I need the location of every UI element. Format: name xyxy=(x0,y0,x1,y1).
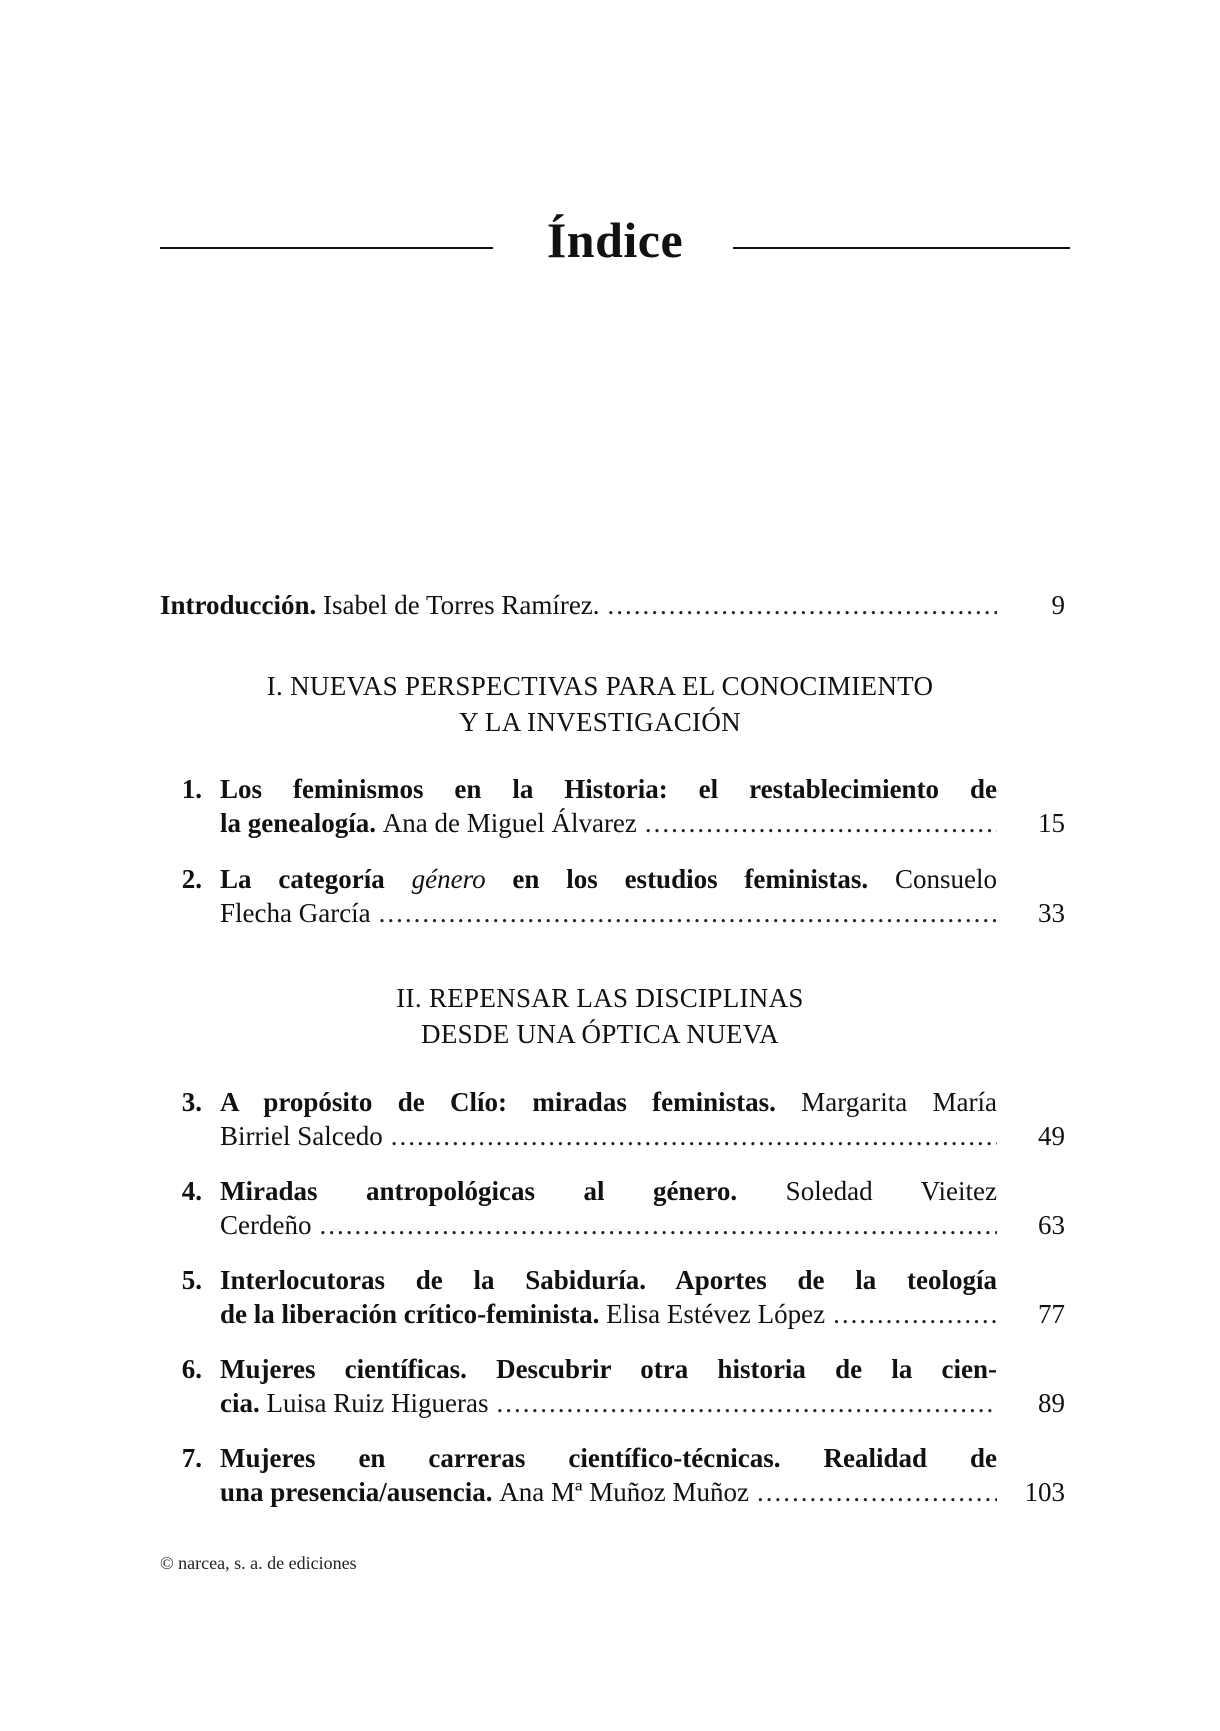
page-number: 49 xyxy=(1038,1121,1065,1151)
entry-title: cia. xyxy=(220,1388,260,1418)
section-heading-1 xyxy=(160,668,1040,740)
section-heading-line: Y LA INVESTIGACIÓN xyxy=(459,707,741,737)
title-block xyxy=(160,205,1070,275)
entry-title: Introducción. xyxy=(160,590,317,620)
entry-author: Ana Mª Muñoz Muñoz xyxy=(499,1477,749,1507)
page-number: 15 xyxy=(1038,808,1065,838)
entry-number: 3. xyxy=(181,1087,202,1117)
toc-entry-4[interactable] xyxy=(160,1174,1065,1242)
dot-leader xyxy=(645,806,997,840)
entry-author: Luisa Ruiz Higueras xyxy=(266,1388,489,1418)
dot-leader xyxy=(379,896,997,930)
page-title: Índice xyxy=(546,212,684,268)
toc-entry-introduction[interactable] xyxy=(160,588,1065,622)
dot-leader xyxy=(319,1208,997,1242)
section-heading-line: DESDE UNA ÓPTICA NUEVA xyxy=(421,1019,779,1049)
entry-author: Consuelo xyxy=(895,864,998,894)
entry-number: 2. xyxy=(181,864,202,894)
entry-title: de la liberación crítico-feminista. xyxy=(220,1299,600,1329)
entry-number: 5. xyxy=(181,1265,202,1295)
entry-number: 6. xyxy=(181,1354,202,1384)
entry-author: Elisa Estévez López xyxy=(606,1299,826,1329)
entry-author: Soledad Vieitez xyxy=(785,1176,997,1206)
section-heading-2 xyxy=(160,980,1040,1052)
entry-author: Margarita María xyxy=(801,1087,997,1117)
toc-entry-7[interactable] xyxy=(160,1441,1065,1509)
page-number: 9 xyxy=(1051,590,1065,620)
entry-author: Flecha García xyxy=(220,898,371,928)
entry-author: Cerdeño xyxy=(220,1210,312,1240)
section-heading-line: II. REPENSAR LAS DISCIPLINAS xyxy=(396,983,804,1013)
section-heading-line: I. NUEVAS PERSPECTIVAS PARA EL CONOCIMIENTO xyxy=(266,671,934,701)
entry-number: 1. xyxy=(181,774,202,804)
page-number: 33 xyxy=(1038,898,1065,928)
entry-title: La categoría xyxy=(220,864,385,894)
entry-number: 7. xyxy=(181,1443,202,1473)
dot-leader xyxy=(833,1297,997,1331)
dot-leader xyxy=(496,1386,997,1420)
toc-entry-5[interactable] xyxy=(160,1263,1065,1331)
toc-entry-6[interactable] xyxy=(160,1352,1065,1420)
entry-title: Mujeres científicas. Descubrir otra historia de la cien- xyxy=(220,1354,997,1384)
entry-author: Birriel Salcedo xyxy=(220,1121,383,1151)
entry-title: A propósito de Clío: miradas feministas. xyxy=(220,1087,776,1117)
entry-title: Los feminismos en la Historia: el restablecimiento de xyxy=(220,774,997,804)
entry-title: la genealogía. xyxy=(220,808,376,838)
entry-title: Mujeres en carreras científico-técnicas. Realidad de xyxy=(220,1443,997,1473)
toc-entry-3[interactable] xyxy=(160,1085,1065,1153)
entry-author: Isabel de Torres Ramírez. xyxy=(323,590,600,620)
dot-leader xyxy=(608,588,997,622)
page-number: 89 xyxy=(1038,1388,1065,1418)
entry-title: Miradas antropológicas al género. xyxy=(220,1176,738,1206)
page-number: 77 xyxy=(1038,1299,1065,1329)
dot-leader xyxy=(391,1119,997,1153)
copyright-footer: © narcea, s. a. de ediciones xyxy=(160,1553,357,1573)
entry-title: una presencia/ausencia. xyxy=(220,1477,493,1507)
entry-title: Interlocutoras de la Sabiduría. Aportes de la teología xyxy=(220,1265,997,1295)
dot-leader xyxy=(757,1475,997,1509)
entry-number: 4. xyxy=(181,1176,202,1206)
entry-title-italic: género xyxy=(411,864,486,894)
page-number: 63 xyxy=(1038,1210,1065,1240)
entry-author: Ana de Miguel Álvarez xyxy=(382,808,637,838)
title-rule-right xyxy=(733,247,1070,249)
toc-entry-1[interactable] xyxy=(160,772,1065,840)
entry-title: en los estudios feministas. xyxy=(512,864,869,894)
page-number: 103 xyxy=(1024,1477,1065,1507)
toc-entry-2[interactable] xyxy=(160,862,1065,930)
